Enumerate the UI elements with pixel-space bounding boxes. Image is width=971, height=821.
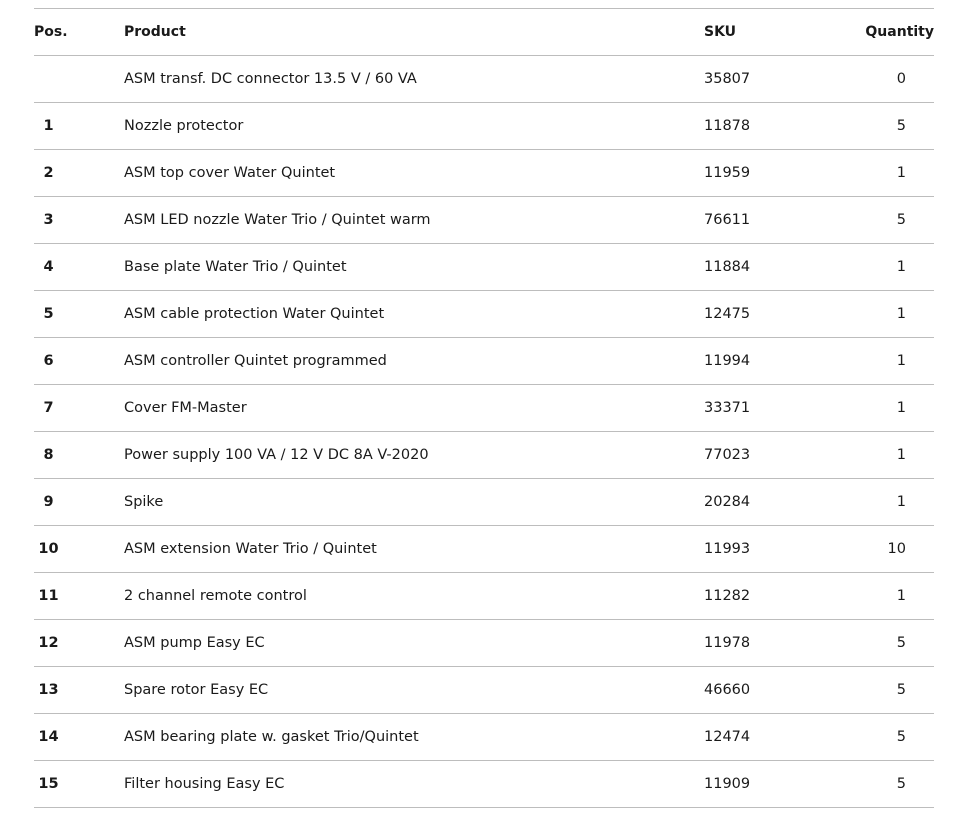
cell-quantity: 5 xyxy=(896,212,906,228)
header-sku: SKU xyxy=(704,24,737,40)
cell-quantity: 5 xyxy=(896,118,906,134)
cell-quantity: 5 xyxy=(896,776,906,792)
cell-pos xyxy=(34,776,124,792)
cell-product: ASM bearing plate w. gasket Trio/Quintet xyxy=(124,729,419,745)
cell-product: Spike xyxy=(124,494,164,510)
cell-pos xyxy=(34,400,124,416)
cell-pos xyxy=(34,259,124,275)
cell-pos xyxy=(34,635,124,651)
cell-quantity: 1 xyxy=(896,353,906,369)
table-row xyxy=(34,526,934,573)
table-header-row xyxy=(34,9,934,56)
cell-quantity: 0 xyxy=(896,71,906,87)
pos-number: 2 xyxy=(43,165,54,181)
cell-sku: 46660 xyxy=(704,682,751,698)
cell-quantity: 10 xyxy=(887,541,906,557)
table-row xyxy=(34,667,934,714)
table-row xyxy=(34,56,934,103)
table-body xyxy=(34,56,934,808)
cell-product: Base plate Water Trio / Quintet xyxy=(124,259,347,275)
cell-sku: 11959 xyxy=(704,165,751,181)
cell-product: Filter housing Easy EC xyxy=(124,776,285,792)
cell-pos xyxy=(34,588,124,604)
cell-pos xyxy=(34,212,124,228)
cell-quantity: 1 xyxy=(896,447,906,463)
pos-number: 1 xyxy=(43,118,54,134)
pos-number: 5 xyxy=(43,306,54,322)
cell-product: ASM controller Quintet programmed xyxy=(124,353,387,369)
table-row xyxy=(34,761,934,808)
table-row xyxy=(34,479,934,526)
table-row xyxy=(34,620,934,667)
table-row xyxy=(34,714,934,761)
cell-sku: 11282 xyxy=(704,588,751,604)
table-row xyxy=(34,573,934,620)
table-row xyxy=(34,197,934,244)
table-row xyxy=(34,244,934,291)
cell-sku: 11978 xyxy=(704,635,751,651)
table-row xyxy=(34,150,934,197)
cell-sku: 12474 xyxy=(704,729,751,745)
pos-number: 9 xyxy=(43,494,54,510)
cell-product: ASM extension Water Trio / Quintet xyxy=(124,541,377,557)
pos-number: 8 xyxy=(43,447,54,463)
cell-product: ASM cable protection Water Quintet xyxy=(124,306,385,322)
cell-pos xyxy=(34,541,124,557)
header-pos: Pos. xyxy=(34,24,68,40)
cell-quantity: 1 xyxy=(896,400,906,416)
cell-pos xyxy=(34,118,124,134)
cell-sku: 11994 xyxy=(704,353,751,369)
cell-sku: 76611 xyxy=(704,212,751,228)
pos-number: 11 xyxy=(38,588,59,604)
pos-number: 10 xyxy=(38,541,59,557)
header-product: Product xyxy=(124,24,186,40)
cell-quantity: 5 xyxy=(896,729,906,745)
pos-number: 15 xyxy=(38,776,59,792)
cell-product: Nozzle protector xyxy=(124,118,244,134)
cell-product: 2 channel remote control xyxy=(124,588,307,604)
cell-quantity: 5 xyxy=(896,682,906,698)
cell-product: Cover FM-Master xyxy=(124,400,247,416)
pos-number: 3 xyxy=(43,212,54,228)
cell-sku: 11909 xyxy=(704,776,751,792)
cell-quantity: 1 xyxy=(896,165,906,181)
cell-product: ASM transf. DC connector 13.5 V / 60 VA xyxy=(124,71,417,87)
parts-table xyxy=(34,8,934,808)
table-row xyxy=(34,291,934,338)
cell-product: ASM pump Easy EC xyxy=(124,635,265,651)
cell-pos xyxy=(34,306,124,322)
cell-pos xyxy=(34,494,124,510)
cell-quantity: 1 xyxy=(896,588,906,604)
pos-number: 7 xyxy=(43,400,54,416)
table-row xyxy=(34,103,934,150)
cell-quantity: 1 xyxy=(896,259,906,275)
cell-quantity: 1 xyxy=(896,306,906,322)
cell-sku: 35807 xyxy=(704,71,751,87)
pos-number: 6 xyxy=(43,353,54,369)
cell-pos xyxy=(34,165,124,181)
cell-sku: 33371 xyxy=(704,400,751,416)
pos-number: 14 xyxy=(38,729,59,745)
cell-product: ASM LED nozzle Water Trio / Quintet warm xyxy=(124,212,431,228)
cell-product: ASM top cover Water Quintet xyxy=(124,165,336,181)
cell-pos xyxy=(34,682,124,698)
table-row xyxy=(34,432,934,479)
cell-pos xyxy=(34,729,124,745)
pos-number: 13 xyxy=(38,682,59,698)
pos-number: 4 xyxy=(43,259,54,275)
cell-pos xyxy=(34,353,124,369)
cell-product: Spare rotor Easy EC xyxy=(124,682,269,698)
cell-pos xyxy=(34,71,124,87)
cell-sku: 20284 xyxy=(704,494,751,510)
cell-sku: 12475 xyxy=(704,306,751,322)
table-row xyxy=(34,338,934,385)
table-row xyxy=(34,385,934,432)
cell-sku: 77023 xyxy=(704,447,751,463)
pos-number: 12 xyxy=(38,635,59,651)
cell-sku: 11884 xyxy=(704,259,751,275)
cell-sku: 11878 xyxy=(704,118,751,134)
header-quantity: Quantity xyxy=(865,24,934,40)
cell-pos xyxy=(34,447,124,463)
cell-sku: 11993 xyxy=(704,541,751,557)
cell-quantity: 5 xyxy=(896,635,906,651)
cell-product: Power supply 100 VA / 12 V DC 8A V-2020 xyxy=(124,447,429,463)
cell-quantity: 1 xyxy=(896,494,906,510)
